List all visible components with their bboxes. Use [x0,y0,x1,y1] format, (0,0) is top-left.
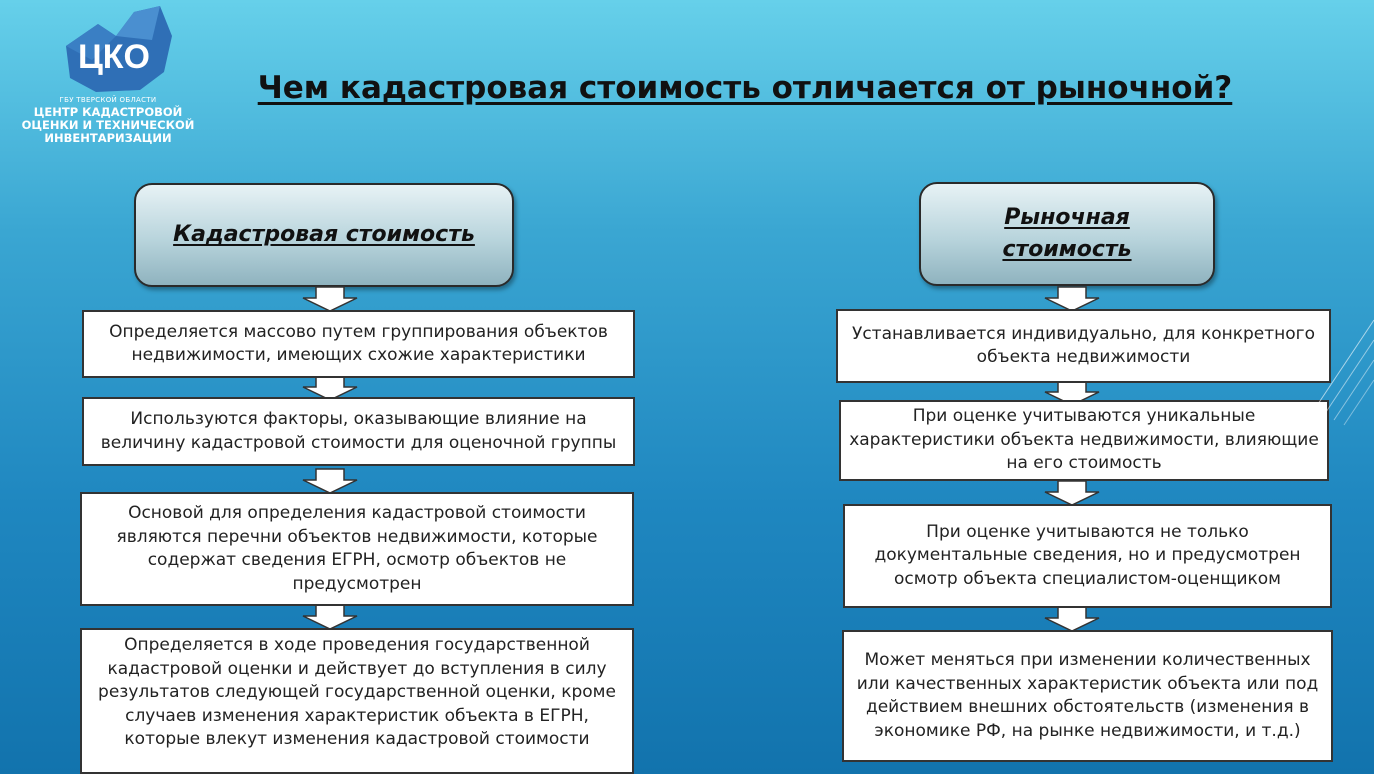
logo-mark-icon [56,6,176,94]
logo-org-line-2: ОЦЕНКИ И ТЕХНИЧЕСКОЙ [21,118,195,132]
cadastral-item-1 [82,310,635,378]
cadastral-item-4 [80,628,634,774]
market-item-text: Устанавливается индивидуально, для конкретного объекта недвижимости [851,323,1316,367]
logo [18,6,198,156]
header-cadastral-label: Кадастровая стоимость [173,222,475,247]
market-item-2 [839,400,1329,481]
logo-abbr: ЦКО [77,38,151,76]
cadastral-item-3 [80,492,634,606]
market-item-3 [843,504,1332,608]
market-item-4 [842,630,1333,762]
cadastral-item-text: Определяется в ходе проведения государственной кадастровой оценки и действует до вступления в силу результатов следующей государственной оценки, кроме случаев изменения характеристик объекта в ЕГРН, которые влекут изменения кадастровой стоимости [98,635,616,749]
decorative-lines [1314,300,1374,450]
market-item-text: Может меняться при изменении количественных или качественных характеристик объекта или под действием внешних обстоятельств (изменения в экономике РФ, на рынке недвижимости, и т.д.) [856,650,1319,741]
page-title: Чем кадастровая стоимость отличается от рыночной? [257,70,1233,106]
down-arrow-icon [1044,480,1100,506]
logo-org-line-1: ЦЕНТР КАДАСТРОВОЙ [33,105,183,119]
header-market-value [919,182,1215,286]
cadastral-item-text: Основой для определения кадастровой стоимости являются перечни объектов недвижимости, которые содержат сведения ЕГРН, осмотр объектов не предусмотрен [116,503,598,594]
logo-org-line-3: ИНВЕНТАРИЗАЦИИ [44,131,172,145]
logo-org-name [18,96,198,145]
market-item-text: При оценке учитываются не только документальные сведения, но и предусмотрен осмотр объекта специалистом-оценщиком [874,521,1301,589]
cadastral-item-text: Используются факторы, оказывающие влияние на величину кадастровой стоимости для оценочной группы [100,409,617,453]
down-arrow-icon [302,286,358,312]
down-arrow-icon [302,468,358,494]
market-item-1 [836,309,1331,383]
header-market-label: Рыночная стоимость [1002,205,1132,262]
logo-org-small: ГБУ ТВЕРСКОЙ ОБЛАСТИ [59,96,157,104]
down-arrow-icon [1044,606,1100,632]
market-item-text: При оценке учитываются уникальные характеристики объекта недвижимости, влияющие на его стоимость [849,406,1319,474]
cadastral-item-2 [82,397,635,466]
cadastral-item-text: Определяется массово путем группирования объектов недвижимости, имеющих схожие характеристики [109,321,608,365]
header-cadastral-value [134,183,514,287]
down-arrow-icon [302,604,358,630]
